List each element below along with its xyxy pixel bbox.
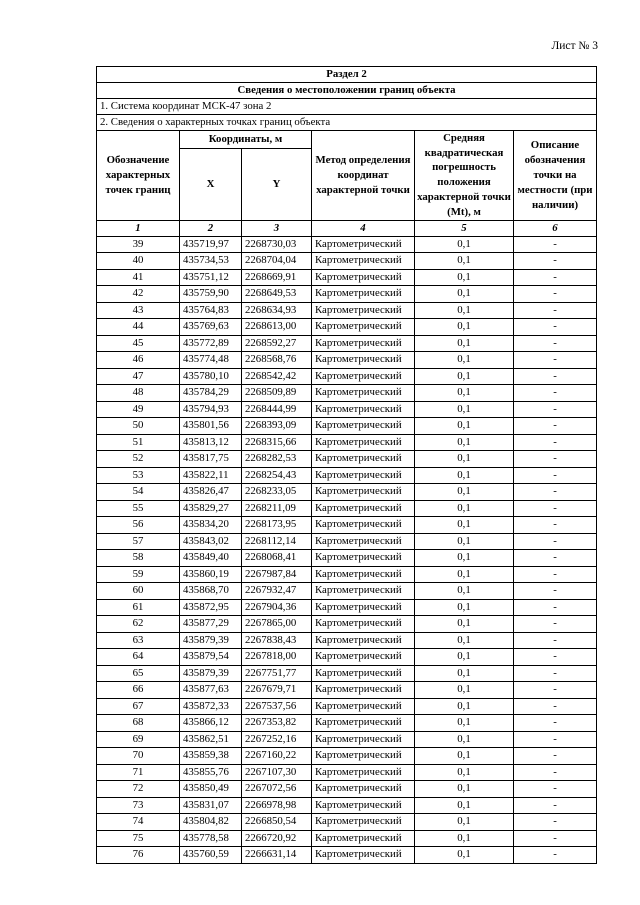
table-row [97, 368, 597, 385]
header-x: X [180, 149, 242, 221]
table-row [97, 781, 597, 798]
method-cell: Картометрический [312, 484, 415, 501]
x-coordinate-cell: 435760,59 [180, 847, 242, 864]
x-coordinate-cell: 435778,58 [180, 830, 242, 847]
error-cell: 0,1 [415, 385, 514, 402]
table-row [97, 698, 597, 715]
method-cell: Картометрический [312, 583, 415, 600]
y-coordinate-cell: 2267353,82 [242, 715, 312, 732]
x-coordinate-cell: 435751,12 [180, 269, 242, 286]
table-row [97, 434, 597, 451]
method-cell: Картометрический [312, 533, 415, 550]
x-coordinate-cell: 435859,38 [180, 748, 242, 765]
y-coordinate-cell: 2267932,47 [242, 583, 312, 600]
method-cell: Картометрический [312, 814, 415, 831]
table-row [97, 533, 597, 550]
x-coordinate-cell: 435759,90 [180, 286, 242, 303]
y-coordinate-cell: 2266720,92 [242, 830, 312, 847]
y-coordinate-cell: 2267252,16 [242, 731, 312, 748]
method-cell: Картометрический [312, 632, 415, 649]
point-number-cell: 55 [97, 500, 180, 517]
description-cell: - [514, 434, 597, 451]
method-cell: Картометрический [312, 830, 415, 847]
y-coordinate-cell: 2268068,41 [242, 550, 312, 567]
x-coordinate-cell: 435719,97 [180, 236, 242, 253]
x-coordinate-cell: 435817,75 [180, 451, 242, 468]
description-cell: - [514, 500, 597, 517]
table-row [97, 748, 597, 765]
x-coordinate-cell: 435850,49 [180, 781, 242, 798]
point-number-cell: 76 [97, 847, 180, 864]
method-cell: Картометрический [312, 368, 415, 385]
y-coordinate-cell: 2268613,00 [242, 319, 312, 336]
table-row [97, 616, 597, 633]
point-number-cell: 71 [97, 764, 180, 781]
table-row [97, 467, 597, 484]
table-row [97, 236, 597, 253]
y-coordinate-cell: 2268649,53 [242, 286, 312, 303]
table-row [97, 253, 597, 270]
table-row [97, 797, 597, 814]
column-number: 5 [415, 221, 514, 237]
description-cell: - [514, 236, 597, 253]
description-cell: - [514, 319, 597, 336]
point-number-cell: 75 [97, 830, 180, 847]
table-row [97, 286, 597, 303]
error-cell: 0,1 [415, 286, 514, 303]
error-cell: 0,1 [415, 797, 514, 814]
y-coordinate-cell: 2266850,54 [242, 814, 312, 831]
y-coordinate-cell: 2267679,71 [242, 682, 312, 699]
description-cell: - [514, 847, 597, 864]
table-row [97, 550, 597, 567]
header-row [97, 130, 597, 149]
y-coordinate-cell: 2267838,43 [242, 632, 312, 649]
x-coordinate-cell: 435734,53 [180, 253, 242, 270]
error-cell: 0,1 [415, 715, 514, 732]
method-cell: Картометрический [312, 335, 415, 352]
description-cell: - [514, 286, 597, 303]
description-cell: - [514, 830, 597, 847]
error-cell: 0,1 [415, 517, 514, 534]
table-row [97, 715, 597, 732]
description-cell: - [514, 599, 597, 616]
section-title: Раздел 2 [97, 67, 597, 83]
x-coordinate-cell: 435879,39 [180, 665, 242, 682]
y-coordinate-cell: 2267751,77 [242, 665, 312, 682]
method-cell: Картометрический [312, 566, 415, 583]
description-cell: - [514, 764, 597, 781]
x-coordinate-cell: 435866,12 [180, 715, 242, 732]
error-cell: 0,1 [415, 781, 514, 798]
y-coordinate-cell: 2268509,89 [242, 385, 312, 402]
error-cell: 0,1 [415, 335, 514, 352]
header-point-designation: Обозначение характерных точек границ [97, 130, 180, 220]
y-coordinate-cell: 2268173,95 [242, 517, 312, 534]
column-number: 3 [242, 221, 312, 237]
x-coordinate-cell: 435872,95 [180, 599, 242, 616]
table-row [97, 814, 597, 831]
error-cell: 0,1 [415, 319, 514, 336]
y-coordinate-cell: 2267107,30 [242, 764, 312, 781]
method-cell: Картометрический [312, 253, 415, 270]
point-number-cell: 51 [97, 434, 180, 451]
points-info-line: 2. Сведения о характерных точках границ объекта [97, 114, 597, 130]
x-coordinate-cell: 435862,51 [180, 731, 242, 748]
error-cell: 0,1 [415, 764, 514, 781]
error-cell: 0,1 [415, 632, 514, 649]
method-cell: Картометрический [312, 451, 415, 468]
section-title-row [97, 67, 597, 83]
column-number-row [97, 221, 597, 237]
table-row [97, 566, 597, 583]
method-cell: Картометрический [312, 599, 415, 616]
description-cell: - [514, 698, 597, 715]
description-cell: - [514, 748, 597, 765]
error-cell: 0,1 [415, 269, 514, 286]
description-cell: - [514, 632, 597, 649]
table-row [97, 599, 597, 616]
y-coordinate-cell: 2268112,14 [242, 533, 312, 550]
error-cell: 0,1 [415, 847, 514, 864]
x-coordinate-cell: 435849,40 [180, 550, 242, 567]
section-subtitle: Сведения о местоположении границ объекта [97, 82, 597, 98]
boundary-points-table [96, 66, 597, 864]
method-cell: Картометрический [312, 418, 415, 435]
error-cell: 0,1 [415, 302, 514, 319]
table-row [97, 500, 597, 517]
x-coordinate-cell: 435879,39 [180, 632, 242, 649]
y-coordinate-cell: 2268634,93 [242, 302, 312, 319]
x-coordinate-cell: 435879,54 [180, 649, 242, 666]
point-number-cell: 60 [97, 583, 180, 600]
y-coordinate-cell: 2267904,36 [242, 599, 312, 616]
point-number-cell: 61 [97, 599, 180, 616]
y-coordinate-cell: 2268315,66 [242, 434, 312, 451]
column-number: 6 [514, 221, 597, 237]
error-cell: 0,1 [415, 467, 514, 484]
method-cell: Картометрический [312, 698, 415, 715]
method-cell: Картометрический [312, 665, 415, 682]
description-cell: - [514, 715, 597, 732]
x-coordinate-cell: 435769,63 [180, 319, 242, 336]
method-cell: Картометрический [312, 286, 415, 303]
error-cell: 0,1 [415, 830, 514, 847]
point-number-cell: 56 [97, 517, 180, 534]
error-cell: 0,1 [415, 649, 514, 666]
description-cell: - [514, 517, 597, 534]
table-row [97, 665, 597, 682]
method-cell: Картометрический [312, 269, 415, 286]
table-row [97, 302, 597, 319]
error-cell: 0,1 [415, 434, 514, 451]
table-row [97, 418, 597, 435]
x-coordinate-cell: 435804,82 [180, 814, 242, 831]
error-cell: 0,1 [415, 368, 514, 385]
y-coordinate-cell: 2268393,09 [242, 418, 312, 435]
description-cell: - [514, 484, 597, 501]
method-cell: Картометрический [312, 781, 415, 798]
method-cell: Картометрический [312, 616, 415, 633]
error-cell: 0,1 [415, 500, 514, 517]
x-coordinate-cell: 435829,27 [180, 500, 242, 517]
point-number-cell: 52 [97, 451, 180, 468]
table-row [97, 401, 597, 418]
error-cell: 0,1 [415, 814, 514, 831]
table-row [97, 484, 597, 501]
y-coordinate-cell: 2268254,43 [242, 467, 312, 484]
error-cell: 0,1 [415, 418, 514, 435]
point-number-cell: 40 [97, 253, 180, 270]
y-coordinate-cell: 2266631,14 [242, 847, 312, 864]
x-coordinate-cell: 435813,12 [180, 434, 242, 451]
method-cell: Картометрический [312, 385, 415, 402]
error-cell: 0,1 [415, 484, 514, 501]
description-cell: - [514, 385, 597, 402]
point-number-cell: 50 [97, 418, 180, 435]
y-coordinate-cell: 2267072,56 [242, 781, 312, 798]
error-cell: 0,1 [415, 599, 514, 616]
method-cell: Картометрический [312, 467, 415, 484]
x-coordinate-cell: 435794,93 [180, 401, 242, 418]
header-y: Y [242, 149, 312, 221]
method-cell: Картометрический [312, 649, 415, 666]
table-row [97, 335, 597, 352]
y-coordinate-cell: 2267818,00 [242, 649, 312, 666]
description-cell: - [514, 335, 597, 352]
coordinate-system-line: 1. Система координат МСК-47 зона 2 [97, 98, 597, 114]
x-coordinate-cell: 435872,33 [180, 698, 242, 715]
y-coordinate-cell: 2267160,22 [242, 748, 312, 765]
description-cell: - [514, 550, 597, 567]
point-number-cell: 64 [97, 649, 180, 666]
point-number-cell: 48 [97, 385, 180, 402]
table-row [97, 847, 597, 864]
point-number-cell: 46 [97, 352, 180, 369]
x-coordinate-cell: 435860,19 [180, 566, 242, 583]
table-row [97, 451, 597, 468]
y-coordinate-cell: 2268282,53 [242, 451, 312, 468]
description-cell: - [514, 682, 597, 699]
y-coordinate-cell: 2268669,91 [242, 269, 312, 286]
column-number: 1 [97, 221, 180, 237]
x-coordinate-cell: 435831,07 [180, 797, 242, 814]
subtitle-row [97, 82, 597, 98]
point-number-cell: 53 [97, 467, 180, 484]
table-row [97, 385, 597, 402]
y-coordinate-cell: 2266978,98 [242, 797, 312, 814]
error-cell: 0,1 [415, 748, 514, 765]
header-method: Метод определения координат характерной точки [312, 130, 415, 220]
sheet-number: Лист № 3 [551, 40, 598, 52]
y-coordinate-cell: 2268730,03 [242, 236, 312, 253]
point-number-cell: 49 [97, 401, 180, 418]
info-row-2 [97, 114, 597, 130]
x-coordinate-cell: 435877,63 [180, 682, 242, 699]
point-number-cell: 41 [97, 269, 180, 286]
description-cell: - [514, 368, 597, 385]
y-coordinate-cell: 2267537,56 [242, 698, 312, 715]
point-number-cell: 57 [97, 533, 180, 550]
table-row [97, 269, 597, 286]
point-number-cell: 62 [97, 616, 180, 633]
info-row-1 [97, 98, 597, 114]
description-cell: - [514, 418, 597, 435]
x-coordinate-cell: 435855,76 [180, 764, 242, 781]
method-cell: Картометрический [312, 434, 415, 451]
point-number-cell: 69 [97, 731, 180, 748]
header-coordinates: Координаты, м [180, 130, 312, 149]
y-coordinate-cell: 2268542,42 [242, 368, 312, 385]
description-cell: - [514, 253, 597, 270]
header-description: Описание обозначения точки на местности (при наличии) [514, 130, 597, 220]
point-number-cell: 66 [97, 682, 180, 699]
table-row [97, 682, 597, 699]
point-number-cell: 58 [97, 550, 180, 567]
table-row [97, 583, 597, 600]
point-number-cell: 74 [97, 814, 180, 831]
method-cell: Картометрический [312, 715, 415, 732]
method-cell: Картометрический [312, 748, 415, 765]
description-cell: - [514, 781, 597, 798]
y-coordinate-cell: 2268211,09 [242, 500, 312, 517]
point-number-cell: 54 [97, 484, 180, 501]
error-cell: 0,1 [415, 682, 514, 699]
x-coordinate-cell: 435774,48 [180, 352, 242, 369]
error-cell: 0,1 [415, 583, 514, 600]
x-coordinate-cell: 435801,56 [180, 418, 242, 435]
description-cell: - [514, 533, 597, 550]
header-error: Средняя квадратическая погрешность положения характерной точки (Mt), м [415, 130, 514, 220]
y-coordinate-cell: 2268233,05 [242, 484, 312, 501]
point-number-cell: 39 [97, 236, 180, 253]
error-cell: 0,1 [415, 566, 514, 583]
table-body [97, 236, 597, 863]
description-cell: - [514, 649, 597, 666]
x-coordinate-cell: 435834,20 [180, 517, 242, 534]
error-cell: 0,1 [415, 533, 514, 550]
description-cell: - [514, 665, 597, 682]
table-row [97, 764, 597, 781]
error-cell: 0,1 [415, 352, 514, 369]
point-number-cell: 70 [97, 748, 180, 765]
method-cell: Картометрический [312, 352, 415, 369]
point-number-cell: 67 [97, 698, 180, 715]
table-row [97, 731, 597, 748]
point-number-cell: 47 [97, 368, 180, 385]
y-coordinate-cell: 2268444,99 [242, 401, 312, 418]
description-cell: - [514, 797, 597, 814]
description-cell: - [514, 566, 597, 583]
error-cell: 0,1 [415, 698, 514, 715]
method-cell: Картометрический [312, 319, 415, 336]
description-cell: - [514, 269, 597, 286]
x-coordinate-cell: 435780,10 [180, 368, 242, 385]
method-cell: Картометрический [312, 302, 415, 319]
y-coordinate-cell: 2267987,84 [242, 566, 312, 583]
description-cell: - [514, 731, 597, 748]
error-cell: 0,1 [415, 401, 514, 418]
method-cell: Картометрический [312, 764, 415, 781]
method-cell: Картометрический [312, 500, 415, 517]
point-number-cell: 45 [97, 335, 180, 352]
table-row [97, 649, 597, 666]
point-number-cell: 68 [97, 715, 180, 732]
error-cell: 0,1 [415, 253, 514, 270]
point-number-cell: 63 [97, 632, 180, 649]
table-row [97, 632, 597, 649]
description-cell: - [514, 401, 597, 418]
method-cell: Картометрический [312, 550, 415, 567]
x-coordinate-cell: 435822,11 [180, 467, 242, 484]
y-coordinate-cell: 2267865,00 [242, 616, 312, 633]
description-cell: - [514, 616, 597, 633]
y-coordinate-cell: 2268592,27 [242, 335, 312, 352]
x-coordinate-cell: 435843,02 [180, 533, 242, 550]
error-cell: 0,1 [415, 236, 514, 253]
column-number: 4 [312, 221, 415, 237]
point-number-cell: 65 [97, 665, 180, 682]
description-cell: - [514, 302, 597, 319]
description-cell: - [514, 467, 597, 484]
x-coordinate-cell: 435784,29 [180, 385, 242, 402]
x-coordinate-cell: 435868,70 [180, 583, 242, 600]
table-row [97, 352, 597, 369]
description-cell: - [514, 814, 597, 831]
point-number-cell: 72 [97, 781, 180, 798]
error-cell: 0,1 [415, 550, 514, 567]
error-cell: 0,1 [415, 731, 514, 748]
point-number-cell: 43 [97, 302, 180, 319]
method-cell: Картометрический [312, 682, 415, 699]
description-cell: - [514, 451, 597, 468]
method-cell: Картометрический [312, 236, 415, 253]
y-coordinate-cell: 2268704,04 [242, 253, 312, 270]
table-row [97, 517, 597, 534]
description-cell: - [514, 583, 597, 600]
method-cell: Картометрический [312, 731, 415, 748]
point-number-cell: 44 [97, 319, 180, 336]
error-cell: 0,1 [415, 451, 514, 468]
method-cell: Картометрический [312, 401, 415, 418]
method-cell: Картометрический [312, 847, 415, 864]
x-coordinate-cell: 435772,89 [180, 335, 242, 352]
point-number-cell: 59 [97, 566, 180, 583]
x-coordinate-cell: 435877,29 [180, 616, 242, 633]
table-row [97, 830, 597, 847]
table-row [97, 319, 597, 336]
description-cell: - [514, 352, 597, 369]
point-number-cell: 73 [97, 797, 180, 814]
method-cell: Картометрический [312, 517, 415, 534]
x-coordinate-cell: 435826,47 [180, 484, 242, 501]
error-cell: 0,1 [415, 665, 514, 682]
point-number-cell: 42 [97, 286, 180, 303]
x-coordinate-cell: 435764,83 [180, 302, 242, 319]
column-number: 2 [180, 221, 242, 237]
method-cell: Картометрический [312, 797, 415, 814]
error-cell: 0,1 [415, 616, 514, 633]
y-coordinate-cell: 2268568,76 [242, 352, 312, 369]
